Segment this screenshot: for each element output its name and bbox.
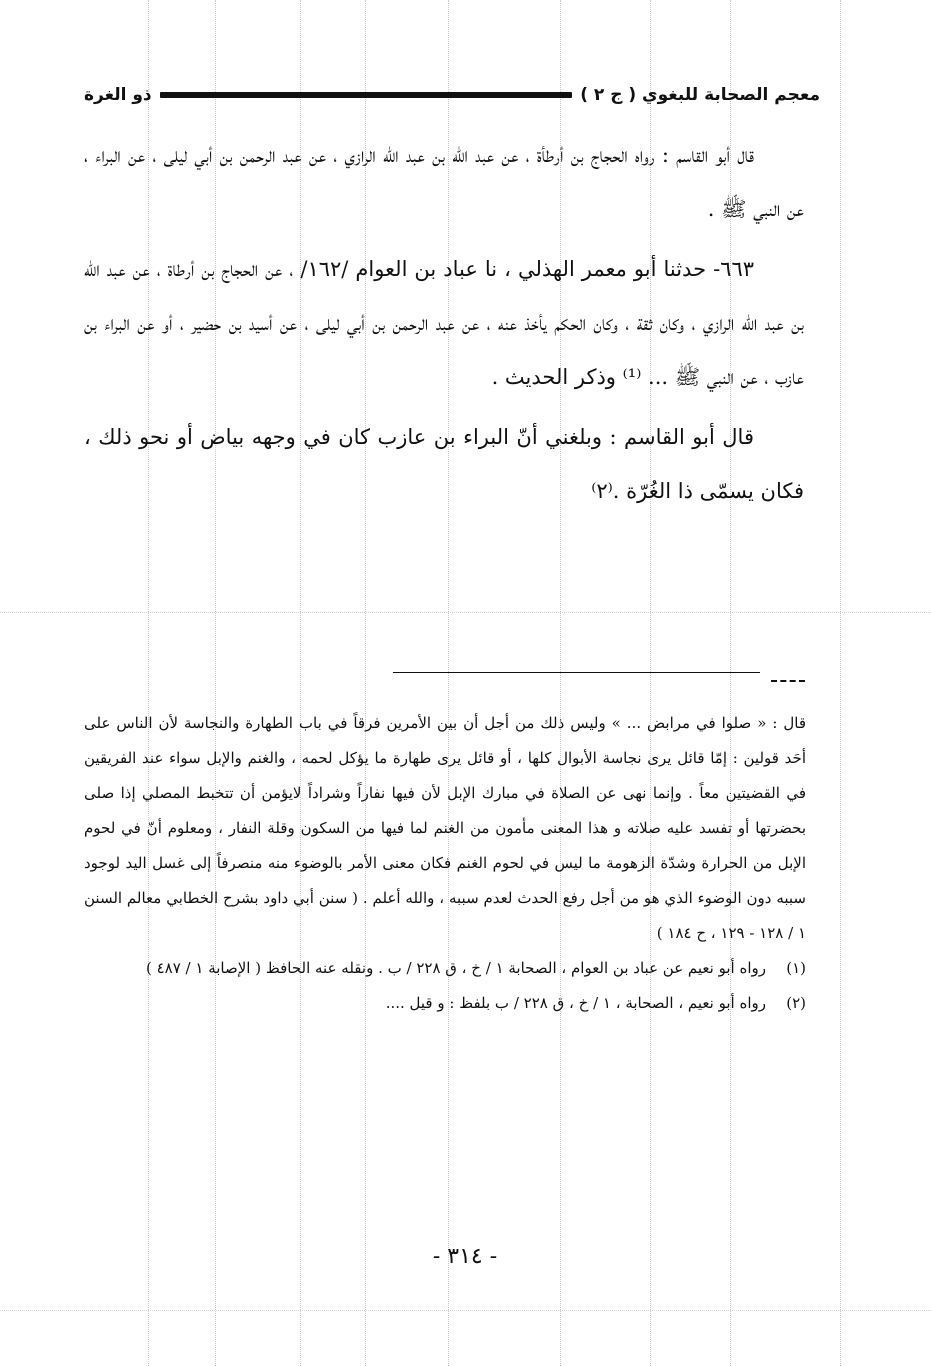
- section-title: ذو الغرة: [84, 85, 152, 105]
- continuation-mark: [771, 680, 805, 682]
- footnote-text: رواه أبو نعيم ، الصحابة ، ١ / خ ، ق ٢٢٨ / ب بلفظ : و قيل ....: [385, 994, 766, 1012]
- footnote-continued: قال : « صلوا في مرابض ... » وليس ذلك من أجل أن بين الأمرين فرقاً في باب الطهارة والنجاسة لأن الناس على أحَد قولين : إمّا قائل يرى نجاسة الأبوال كلها ، أو قائل يرى طهارة ما يؤكل لحمه ، والغنم والإبل سواء عند الفريقين في القضيتين معاً . وإنما نهى عن الصلاة في مبارك الإبل لأن فيها نفاراً وشراداً لايؤمن أن تتخبط المصلي إذا صلى بحضرتها أو تفسد عليه صلاته و هذا المعنى مأمون من الغنم لما فيها من السكون وقلة النفار ، ومعلوم أنّ في لحوم الإبل من الحرارة وشدّة الزهومة ما ليس في لحوم الغنم فكان معنى الأمر بالوضوء منه منصرفاً إلى غسل اليد لوجود سببه دون الوضوء الذي هو من أجل رفع الحدث لعدم سببه ، والله أعلم . ( سنن أبي داود بشرح الخطابي معالم السنن ١ / ١٢٨ - ١٢٩ ، ح ١٨٤ ): [84, 714, 807, 942]
- main-text: [84, 128, 804, 518]
- footnote-separator: [393, 672, 760, 673]
- footnote-number: (٢): [786, 994, 806, 1012]
- footnote-number: (١): [786, 959, 806, 977]
- paragraph-1: قال أبو القاسم : رواه الحجاج بن أرطأة ، عن عبد الله بن عبد الله الرازي ، عن عبد الرحمن بن أبي ليلى ، عن البراء ، عن النبي ﷺ .: [84, 143, 804, 221]
- footnote-2: [84, 986, 806, 1021]
- book-title: معجم الصحابة للبغوي ( ج ٢ ): [580, 85, 820, 105]
- header-rule: [160, 92, 573, 98]
- footnotes: [84, 706, 806, 1021]
- page-number: - ٣١٤ -: [432, 1244, 498, 1269]
- footnote-text: رواه أبو نعيم عن عباد بن العوام ، الصحابة ١ / خ ، ق ٢٢٨ / ب . ونقله عنه الحافظ ( الإصابة ١ / ٤٨٧ ): [145, 959, 766, 977]
- grid-line: [0, 612, 931, 613]
- paragraph-2: ٦٦٣- حدثنا أبو معمر الهذلي ، نا عباد بن العوام /١٦٢/ ، عن الحجاج بن أرطاة ، عن عبد الله بن عبد الله الرازي ، وكان ثقة ، وكان الحكم يأخذ عنه ، عن عبد الرحمن بن أبي ليلى ، عن أسيد بن حضير ، أو عن البراء بن عازب ، عن النبي ﷺ ... ⁽¹⁾ وذكر الحديث .: [84, 257, 804, 389]
- footnote-1: [84, 951, 806, 986]
- running-header: [84, 78, 820, 112]
- grid-line: [0, 1310, 931, 1311]
- paragraph-3: قال أبو القاسم : وبلغني أنّ البراء بن عازب كان في وجهه بياض أو نحو ذلك ، فكان يسمّى ذا الغُرّة .⁽٢⁾: [84, 425, 804, 503]
- grid-line: [840, 0, 841, 1366]
